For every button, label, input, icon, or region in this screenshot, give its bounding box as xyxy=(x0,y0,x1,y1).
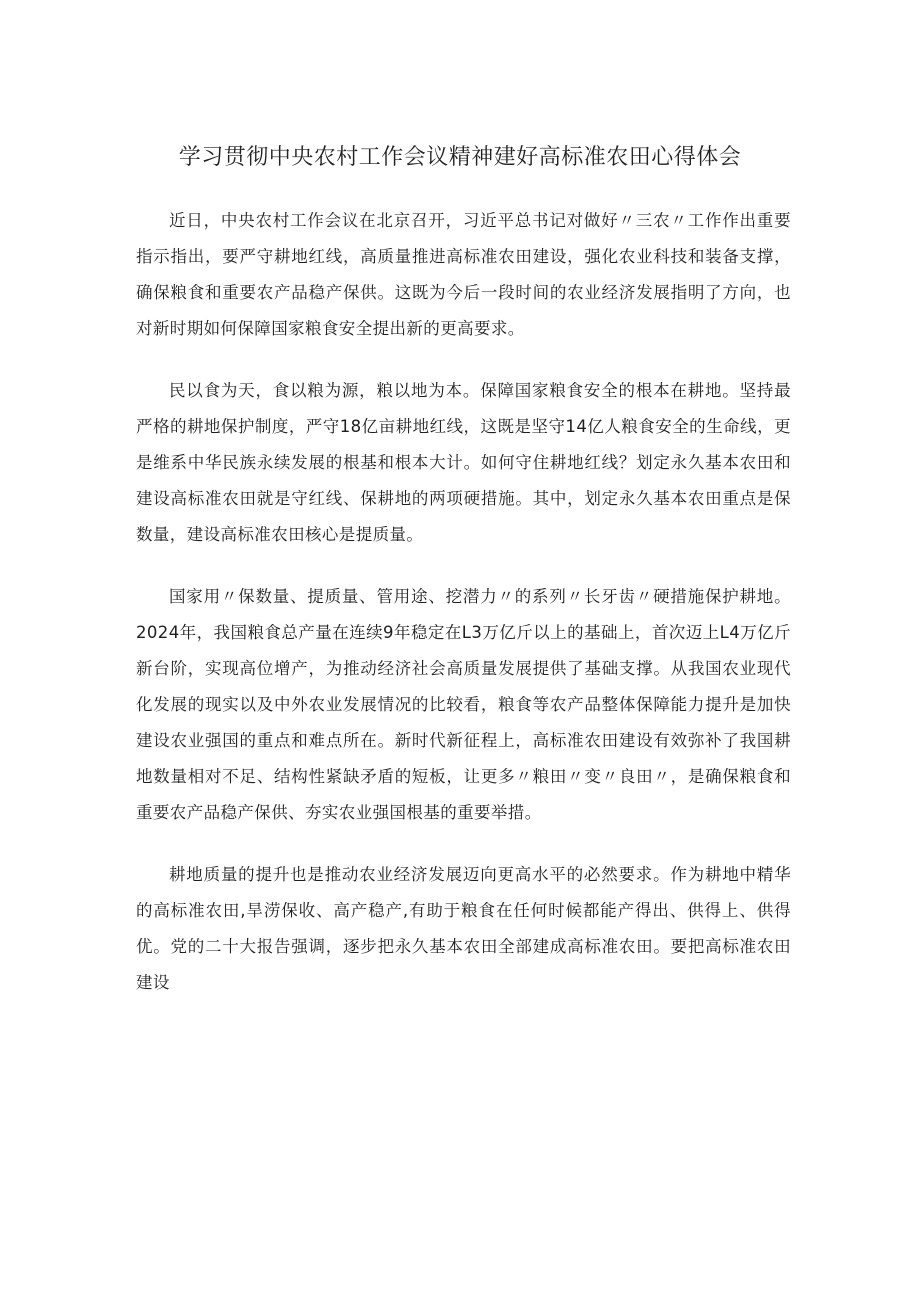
paragraph-1: 近日，中央农村工作会议在北京召开，习近平总书记对做好〃三农〃工作作出重要指示指出，要严守耕地红线，高质量推进高标准农田建设，强化农业科技和装备支撑，确保粮食和重要农产品稳产保供。这既为今后一段时间的农业经济发展指明了方向，也对新时期如何保障国家粮食安全提出新的更高要求。 xyxy=(136,211,791,338)
paragraph-3: 国家用〃保数量、提质量、管用途、挖潜力〃的系列〃长牙齿〃硬措施保护耕地。2024年，我国粮食总产量在连续9年稳定在L3万亿斤以上的基础上，首次迈上L4万亿斤新台阶，实现高位增产，为推动经济社会高质量发展提供了基础支撑。从我国农业现代化发展的现实以及中外农业发展情况的比较看，粮食等农产品整体保障能力提升是加快建设农业强国的重点和难点所在。新时代新征程上，高标准农田建设有效弥补了我国耕地数量相对不足、结构性紧缺矛盾的短板，让更多〃粮田〃变〃良田〃，是确保粮食和重要农产品稳产保供、夯实农业强国根基的重要举措。 xyxy=(136,587,791,822)
paragraph-4: 耕地质量的提升也是推动农业经济发展迈向更高水平的必然要求。作为耕地中精华的高标准农田,旱涝保收、高产稳产,有助于粮食在任何时候都能产得出、供得上、供得优。党的二十大报告强调，逐步把永久基本农田全部建成高标准农田。要把高标准农田建设 xyxy=(136,865,791,992)
document-body xyxy=(136,203,791,1027)
document-title: 学习贯彻中央农村工作会议精神建好高标准农田心得体会 xyxy=(178,145,742,170)
paragraph-2: 民以食为天，食以粮为源，粮以地为本。保障国家粮食安全的根本在耕地。坚持最严格的耕地保护制度，严守18亿亩耕地红线，这既是坚守14亿人粮食安全的生命线，更是维系中华民族永续发展的根基和根本大计。如何守住耕地红线？划定永久基本农田和建设高标准农田就是守红线、保耕地的两项硬措施。其中，划定永久基本农田重点是保数量，建设高标准农田核心是提质量。 xyxy=(136,381,791,544)
